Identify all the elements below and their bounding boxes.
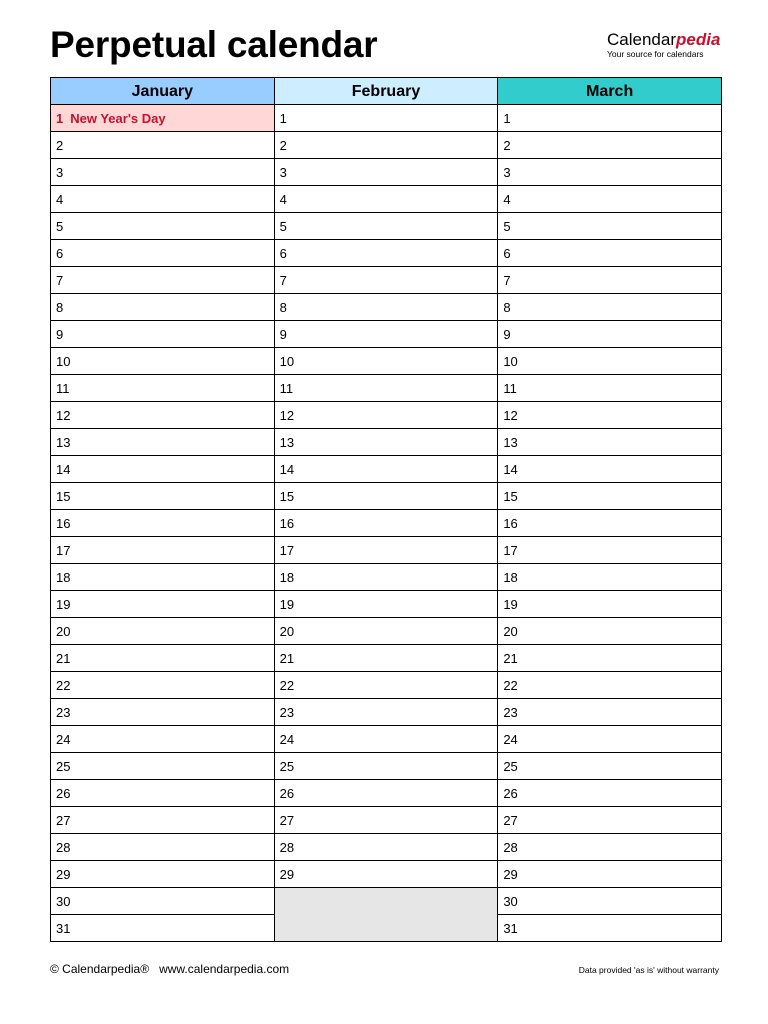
day-number: 28 (503, 839, 518, 855)
day-number: 25 (56, 758, 71, 774)
day-cell-january (51, 861, 275, 888)
calendar-row (51, 753, 722, 780)
day-number: 13 (503, 434, 518, 450)
day-number: 14 (503, 461, 518, 477)
day-cell-february (274, 267, 498, 294)
calendar-row (51, 861, 722, 888)
day-cell-february (274, 321, 498, 348)
day-number: 23 (279, 704, 295, 720)
day-number: 16 (56, 515, 71, 531)
day-cell-january (51, 321, 275, 348)
day-number: 9 (279, 326, 287, 342)
day-number: 29 (56, 866, 71, 882)
footer-disclaimer: Data provided 'as is' without warranty (578, 965, 719, 975)
brand-name-accent: pedia (676, 30, 721, 49)
empty-day-cell (274, 915, 498, 942)
day-number: 19 (56, 596, 71, 612)
day-number: 25 (503, 758, 518, 774)
day-cell-january (51, 186, 275, 213)
day-cell-march (498, 429, 722, 456)
day-number: 3 (503, 164, 511, 180)
day-number: 3 (56, 164, 64, 180)
day-cell-january (51, 699, 275, 726)
day-cell-february (274, 159, 498, 186)
month-header-january: January (51, 78, 275, 105)
day-number: 22 (503, 677, 518, 693)
day-cell-march (498, 780, 722, 807)
day-number: 21 (279, 650, 295, 666)
day-cell-march (498, 132, 722, 159)
holiday-label: New Year's Day (70, 110, 166, 126)
day-cell-february (274, 213, 498, 240)
day-number: 24 (56, 731, 71, 747)
day-number: 10 (279, 353, 295, 369)
day-number: 26 (279, 785, 295, 801)
day-number: 11 (503, 380, 517, 396)
day-cell-january (51, 348, 275, 375)
calendar-row (51, 807, 722, 834)
calendar-row (51, 618, 722, 645)
day-cell-january (51, 564, 275, 591)
calendar-table (50, 77, 722, 942)
day-cell-january (51, 456, 275, 483)
day-number: 16 (279, 515, 295, 531)
day-cell-february (274, 564, 498, 591)
day-cell-february (274, 348, 498, 375)
day-number: 7 (56, 272, 64, 288)
day-number: 21 (503, 650, 518, 666)
day-cell-march (498, 618, 722, 645)
day-cell-february (274, 294, 498, 321)
day-number: 17 (503, 542, 518, 558)
day-cell-march (498, 537, 722, 564)
day-number: 1 (279, 110, 287, 126)
day-number: 23 (503, 704, 518, 720)
day-number: 23 (56, 704, 71, 720)
day-number: 2 (56, 137, 64, 153)
day-number: 31 (503, 920, 518, 936)
day-number: 29 (503, 866, 518, 882)
day-number: 28 (56, 839, 71, 855)
calendar-row (51, 537, 722, 564)
day-number: 15 (279, 488, 295, 504)
day-cell-march (498, 321, 722, 348)
day-number: 20 (279, 623, 295, 639)
day-cell-march (498, 888, 722, 915)
day-number: 19 (503, 596, 518, 612)
calendar-row (51, 645, 722, 672)
day-number: 29 (279, 866, 295, 882)
calendar-row (51, 375, 722, 402)
calendar-row (51, 240, 722, 267)
calendar-row (51, 402, 722, 429)
month-header-row (51, 78, 722, 105)
day-number: 2 (279, 137, 287, 153)
day-cell-january (51, 483, 275, 510)
day-cell-march (498, 348, 722, 375)
day-number: 27 (503, 812, 518, 828)
day-number: 14 (56, 461, 71, 477)
footer-copyright: © Calendarpedia® (50, 962, 150, 976)
day-cell-january (51, 510, 275, 537)
day-number: 27 (56, 812, 71, 828)
day-number: 19 (279, 596, 295, 612)
day-cell-january (51, 780, 275, 807)
footer-copyright-block (50, 962, 289, 976)
day-cell-february (274, 645, 498, 672)
day-cell-march (498, 402, 722, 429)
day-number: 9 (503, 326, 511, 342)
day-cell-february (274, 105, 498, 132)
day-cell-march (498, 672, 722, 699)
calendar-row (51, 483, 722, 510)
day-number: 5 (279, 218, 287, 234)
page-title: Perpetual calendar (50, 24, 378, 65)
day-number: 6 (279, 245, 287, 261)
day-cell-january (51, 375, 275, 402)
day-number: 26 (56, 785, 71, 801)
day-number: 20 (56, 623, 71, 639)
day-number: 12 (503, 407, 518, 423)
day-number: 7 (279, 272, 287, 288)
day-cell-march (498, 375, 722, 402)
day-cell-february (274, 807, 498, 834)
day-cell-february (274, 861, 498, 888)
calendar-row (51, 186, 722, 213)
calendar-row (51, 699, 722, 726)
day-cell-march (498, 267, 722, 294)
day-number: 15 (503, 488, 518, 504)
day-cell-february (274, 510, 498, 537)
brand-logo (607, 30, 722, 59)
empty-day-cell (274, 888, 498, 915)
day-cell-march (498, 726, 722, 753)
day-cell-march (498, 240, 722, 267)
brand-name (607, 30, 722, 49)
day-number: 18 (279, 569, 295, 585)
day-cell-january (51, 726, 275, 753)
day-number: 26 (503, 785, 518, 801)
day-cell-february (274, 726, 498, 753)
calendar-row (51, 834, 722, 861)
month-header-february: February (274, 78, 498, 105)
day-number: 1 (56, 110, 64, 126)
day-number: 10 (56, 353, 71, 369)
day-number: 5 (503, 218, 511, 234)
calendar-row (51, 213, 722, 240)
day-cell-march (498, 861, 722, 888)
day-number: 21 (56, 650, 71, 666)
day-number: 3 (279, 164, 287, 180)
day-cell-january (51, 888, 275, 915)
day-number: 18 (503, 569, 518, 585)
day-cell-february (274, 456, 498, 483)
day-cell-january (51, 402, 275, 429)
day-cell-january (51, 240, 275, 267)
day-cell-february (274, 780, 498, 807)
calendar-row (51, 105, 722, 132)
day-cell-january (51, 807, 275, 834)
day-cell-january (51, 915, 275, 942)
day-cell-march (498, 807, 722, 834)
day-number: 8 (56, 299, 64, 315)
day-cell-february (274, 672, 498, 699)
day-cell-march (498, 159, 722, 186)
day-number: 7 (503, 272, 511, 288)
day-cell-march (498, 915, 722, 942)
day-number: 15 (56, 488, 71, 504)
day-cell-february (274, 618, 498, 645)
day-number: 14 (279, 461, 295, 477)
day-number: 22 (56, 677, 71, 693)
calendar-row (51, 915, 722, 942)
calendar-row (51, 348, 722, 375)
day-cell-february (274, 375, 498, 402)
day-number: 18 (56, 569, 71, 585)
day-number: 30 (56, 893, 71, 909)
day-number: 12 (56, 407, 71, 423)
day-cell-january (51, 294, 275, 321)
day-number: 25 (279, 758, 295, 774)
day-cell-january (51, 213, 275, 240)
day-number: 2 (503, 137, 511, 153)
calendar-body (51, 105, 722, 942)
brand-tagline: Your source for calendars (607, 49, 704, 59)
day-number: 6 (56, 245, 64, 261)
day-cell-march (498, 213, 722, 240)
day-cell-january (51, 753, 275, 780)
day-number: 8 (503, 299, 511, 315)
calendar-row (51, 456, 722, 483)
day-cell-february (274, 591, 498, 618)
day-cell-march (498, 699, 722, 726)
footer-url-link[interactable]: www.calendarpedia.com (159, 962, 290, 976)
day-cell-january (51, 429, 275, 456)
day-cell-february (274, 537, 498, 564)
day-cell-march (498, 591, 722, 618)
day-cell-february (274, 753, 498, 780)
day-cell-january (51, 834, 275, 861)
day-number: 30 (503, 893, 518, 909)
day-cell-february (274, 240, 498, 267)
day-cell-january (51, 591, 275, 618)
day-cell-february (274, 402, 498, 429)
day-cell-march (498, 294, 722, 321)
day-cell-march (498, 483, 722, 510)
day-cell-march (498, 456, 722, 483)
day-cell-january (51, 159, 275, 186)
calendar-row (51, 564, 722, 591)
day-cell-march (498, 564, 722, 591)
day-cell-january (51, 132, 275, 159)
day-cell-january (51, 672, 275, 699)
day-number: 13 (279, 434, 295, 450)
day-cell-march (498, 753, 722, 780)
calendar-row (51, 591, 722, 618)
day-number: 17 (56, 542, 71, 558)
day-cell-january (51, 645, 275, 672)
day-number: 5 (56, 218, 64, 234)
day-cell-january (51, 267, 275, 294)
day-number: 10 (503, 353, 518, 369)
day-cell-february (274, 834, 498, 861)
day-cell-march (498, 186, 722, 213)
day-number: 13 (56, 434, 71, 450)
calendar-row (51, 132, 722, 159)
calendar-row (51, 294, 722, 321)
calendar-row (51, 726, 722, 753)
day-number: 20 (503, 623, 518, 639)
day-number: 24 (503, 731, 518, 747)
brand-name-main: Calendar (607, 30, 676, 49)
day-number: 28 (279, 839, 295, 855)
day-cell-february (274, 186, 498, 213)
day-cell-january (51, 105, 275, 132)
day-number: 4 (279, 191, 287, 207)
day-cell-march (498, 510, 722, 537)
day-cell-january (51, 618, 275, 645)
day-number: 6 (503, 245, 511, 261)
day-cell-february (274, 429, 498, 456)
day-number: 17 (279, 542, 295, 558)
calendar-row (51, 159, 722, 186)
calendar-row (51, 780, 722, 807)
calendar-row (51, 321, 722, 348)
day-number: 31 (56, 920, 71, 936)
day-cell-february (274, 483, 498, 510)
calendar-row (51, 429, 722, 456)
day-cell-january (51, 537, 275, 564)
day-number: 4 (56, 191, 64, 207)
calendar-row (51, 888, 722, 915)
day-number: 8 (279, 299, 287, 315)
day-cell-march (498, 105, 722, 132)
day-number: 22 (279, 677, 295, 693)
day-number: 11 (279, 380, 294, 396)
day-cell-march (498, 834, 722, 861)
day-number: 4 (503, 191, 511, 207)
day-number: 1 (503, 110, 511, 126)
day-number: 11 (56, 380, 70, 396)
day-cell-february (274, 132, 498, 159)
day-number: 9 (56, 326, 64, 342)
day-number: 16 (503, 515, 518, 531)
day-number: 12 (279, 407, 295, 423)
calendar-row (51, 510, 722, 537)
month-header-march: March (498, 78, 722, 105)
calendar-row (51, 267, 722, 294)
day-number: 24 (279, 731, 295, 747)
day-cell-february (274, 699, 498, 726)
calendar-row (51, 672, 722, 699)
day-number: 27 (279, 812, 295, 828)
day-cell-march (498, 645, 722, 672)
